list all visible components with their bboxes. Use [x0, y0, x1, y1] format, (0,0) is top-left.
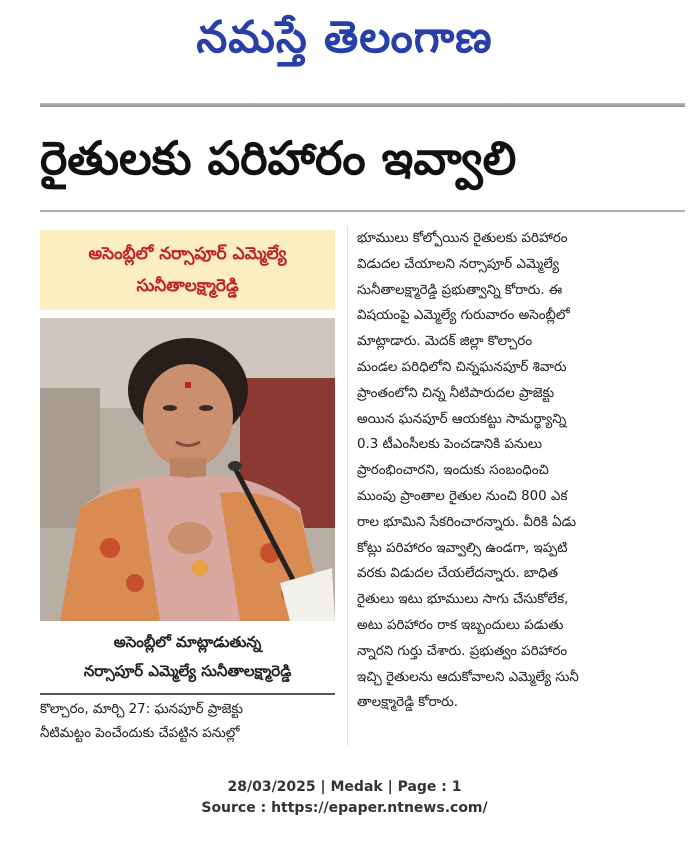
article-body-line: అయిన ఘనపూర్ ఆయకట్టు సామర్థ్యాన్ని	[357, 411, 567, 427]
footer-source-line: Source : https://epaper.ntnews.com/	[201, 800, 488, 816]
article-lead-line: నీటిమట్టం పెంచేందుకు చేపట్టిన పనుల్లో	[40, 726, 240, 741]
headline-rule	[40, 210, 685, 212]
pull-quote-line-2: సునీతాలక్ష్మారెడ్డి	[136, 276, 239, 296]
article-body-line: రైతులు ఇటు భూములు సాగు చేసుకోలేక,	[357, 592, 569, 608]
headline: రైతులకు పరిహారం ఇవ్వాలి	[40, 131, 517, 185]
article-body-line: ముంపు ప్రాంతాల రైతుల నుంచి 800 ఎక	[357, 488, 568, 504]
masthead-logo: నమస్తే తెలంగాణ	[196, 12, 493, 63]
photo-caption	[40, 628, 335, 686]
article-body-line: భూములు కోల్పోయిన రైతులకు పరిహారం	[357, 231, 568, 246]
article-body	[357, 226, 657, 716]
article-lead	[40, 698, 340, 746]
article-body-line: అటు పరిహారం రాక ఇబ్బందులు పడుతు	[357, 617, 564, 633]
caption-rule	[40, 693, 335, 695]
news-photo	[40, 318, 335, 621]
article-body-line: సునీతాలక్ష్మారెడ్డి ప్రభుత్వాన్ని కోరారు. ఈ	[357, 282, 563, 298]
article-body-line: విషయంపై ఎమ్మెల్యే గురువారం అసెంబ్లీలో	[357, 308, 570, 324]
footer-date-line: 28/03/2025 | Medak | Page : 1	[227, 779, 462, 795]
article-body-line: విడుదల చేయాలని నర్సాపూర్ ఎమ్మెల్యే	[357, 256, 559, 272]
article-body-line: 0.3 టీఎంసీలకు పెంచడానికి పనులు	[357, 437, 543, 453]
pull-quote-line-1: అసెంబ్లీలో నర్సాపూర్ ఎమ్మెల్యే	[88, 244, 287, 264]
article-body-line: న్నారని గుర్తు చేశారు. ప్రభుత్వం పరిహారం	[357, 643, 568, 659]
photo-caption-line-2: నర్సాపూర్ ఎమ్మెల్యే సునీతాలక్ష్మారెడ్డి	[83, 662, 292, 680]
article-body-line: మాట్లాడారు. మెదక్ జిల్లా కొల్చారం	[357, 334, 533, 350]
column-divider	[347, 226, 348, 746]
article-body-line: ప్రాంతంలోని చిన్న నీటిపారుదల ప్రాజెక్టు	[357, 385, 555, 401]
article-body-line: కోట్లు పరిహారం ఇవ్వాల్సి ఉండగా, ఇప్పటి	[357, 540, 568, 556]
photo-caption-line-1: అసెంబ్లీలో మాట్లాడుతున్న	[113, 633, 262, 651]
article-body-line: మండల పరిధిలోని చిన్నఘనపూర్ శివారు	[357, 359, 567, 375]
pull-quote-box	[40, 230, 335, 310]
article-body-line: తాలక్ష్మారెడ్డి కోరారు.	[357, 695, 458, 711]
article-body-line: వరకు విడుదల చేయలేదన్నారు. బాధిత	[357, 566, 559, 582]
masthead-rule	[40, 103, 685, 107]
article-lead-line: కొల్చారం, మార్చి 27: ఘనపూర్ ప్రాజెక్టు	[40, 702, 243, 717]
article-body-line: ఇచ్చి రైతులను ఆదుకోవాలని ఎమ్మెల్యే సునీ	[357, 669, 579, 685]
article-body-line: ప్రారంభించారని, ఇందుకు సంబంధించి	[357, 463, 549, 479]
article-body-line: రాల భూమిని సేకరించారన్నారు. వీరికి ఏడు	[357, 514, 577, 530]
